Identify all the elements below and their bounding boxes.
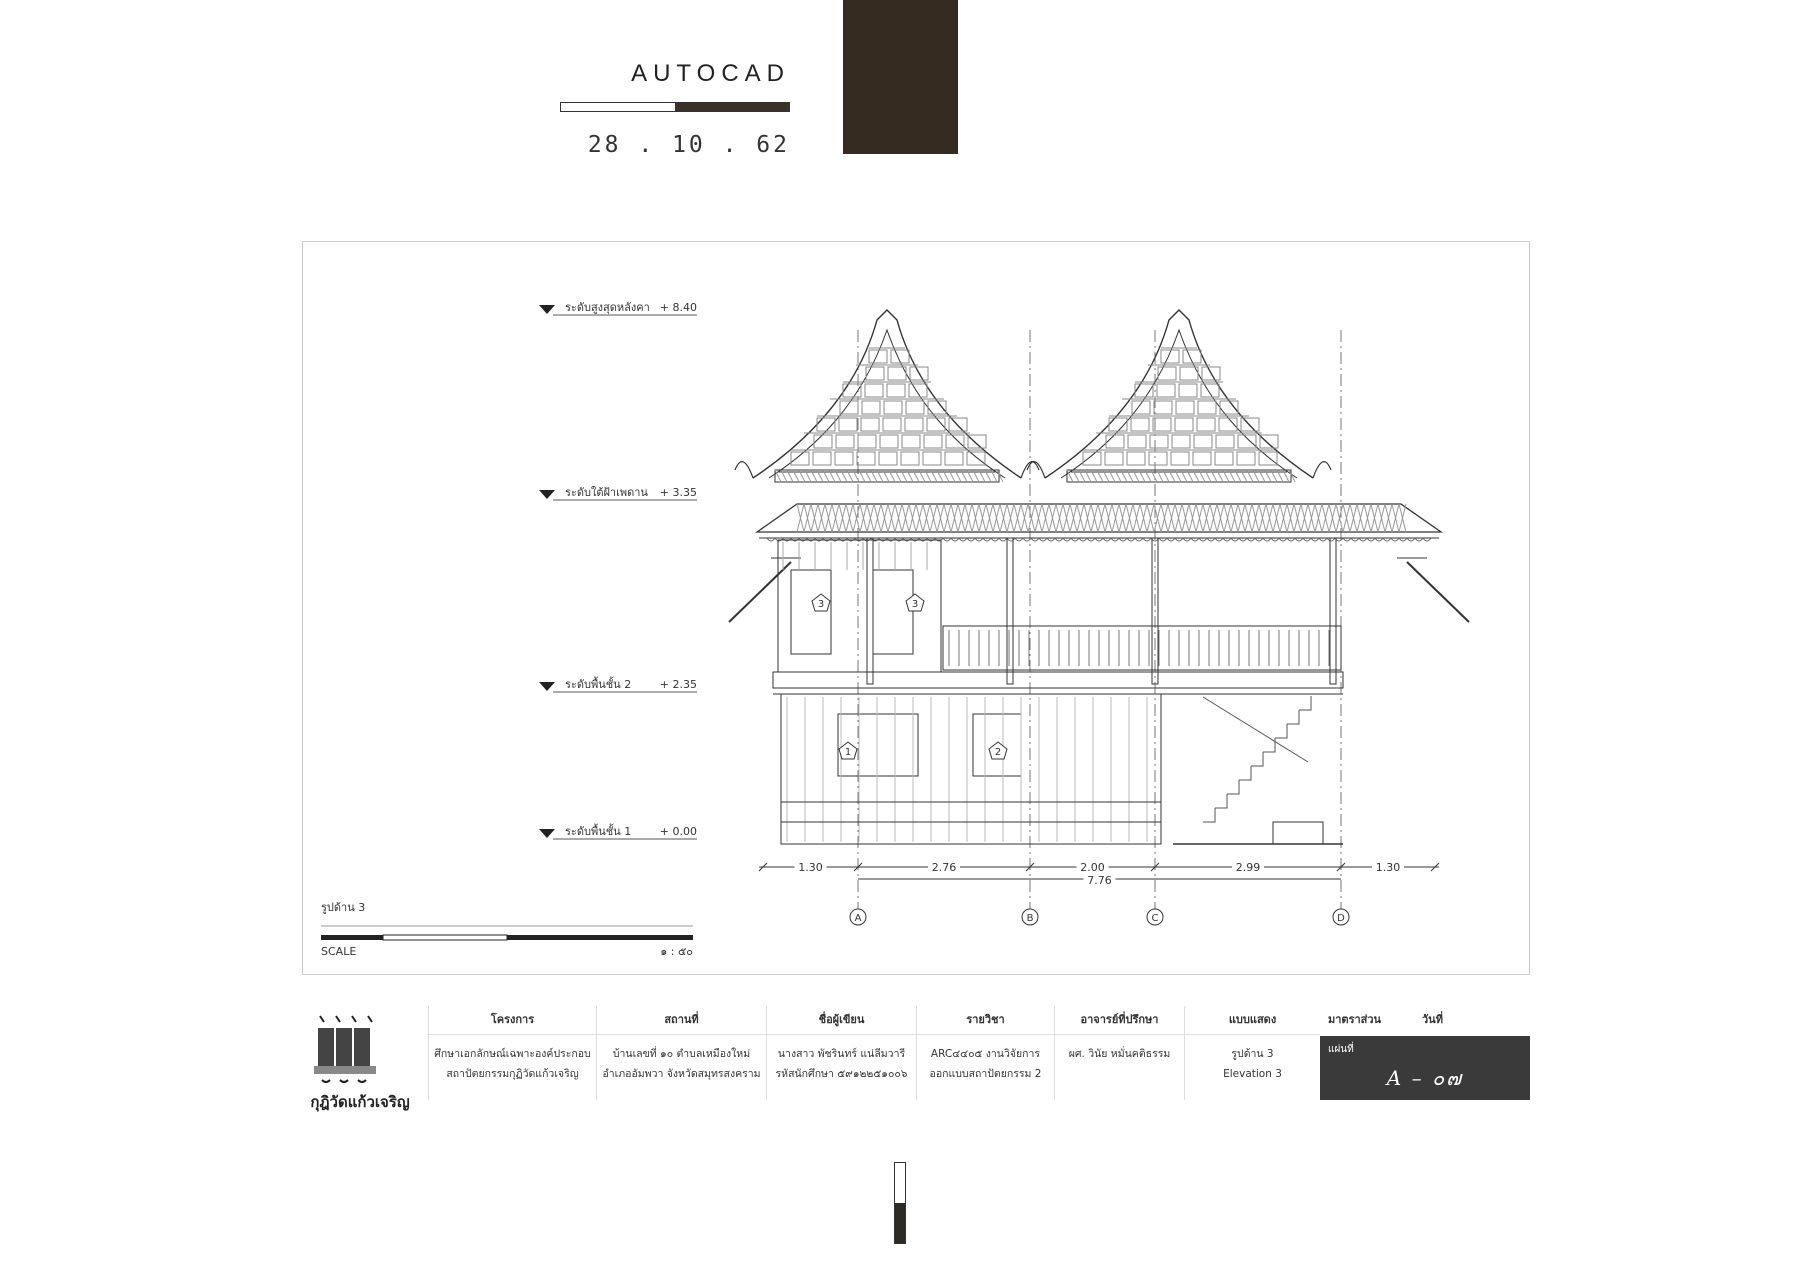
window-upper-right — [873, 570, 913, 654]
footer-progress-fill — [895, 1203, 905, 1243]
tb-course-line1: ARC๔๔๐๕ งานวิจัยการ — [930, 1048, 1041, 1060]
tb-author-line1: นางสาว พัชรินทร์ แน่ลีมวารี — [777, 1048, 906, 1060]
level-triangle-icon — [539, 490, 555, 499]
scale-value: ๑ : ๕๐ — [660, 945, 693, 958]
sheet-number-box — [1320, 1036, 1530, 1100]
tb-head-author: ชื่อผู้เขียน — [767, 1006, 916, 1035]
header-progress-fill — [675, 103, 789, 111]
window-tag-number: 3 — [911, 599, 919, 610]
elevation-drawing — [303, 242, 1529, 974]
tb-advisor-line1: ผศ. วินัย หมั่นคติธรรม — [1068, 1048, 1171, 1060]
grid-axis — [1333, 909, 1349, 925]
header-date: 28 . 10 . 62 — [587, 132, 790, 158]
window-tag — [906, 594, 924, 611]
level-marker — [539, 486, 697, 500]
tb-head-scale: มาตราส่วน — [1328, 1013, 1382, 1026]
tb-head-project: โครงการ — [429, 1006, 596, 1035]
tb-head-location: สถานที่ — [597, 1006, 766, 1035]
dimension-value: 2.76 — [931, 861, 957, 874]
window-tag — [812, 594, 830, 611]
level-marker — [539, 676, 697, 692]
level-value: + 2.35 — [659, 678, 697, 691]
dimension-total: 7.76 — [1087, 874, 1112, 887]
drawing-frame — [302, 241, 1530, 975]
level-value: + 3.35 — [659, 486, 697, 499]
tb-col-author — [766, 1006, 916, 1100]
window-tag — [839, 742, 857, 759]
tb-location-line2: อำเภออัมพวา จังหวัดสมุทรสงคราม — [602, 1068, 761, 1080]
tb-col-course — [916, 1006, 1054, 1100]
tb-project-line2: สถาปัตยกรรมกุฏิวัดแก้วเจริญ — [446, 1068, 579, 1080]
footer-progress-bar — [894, 1162, 906, 1244]
window-tag — [989, 742, 1007, 759]
tb-head-course: รายวิชา — [917, 1006, 1054, 1035]
logo — [300, 1006, 420, 1112]
scale-bar — [321, 926, 693, 958]
tb-view-line2: Elevation 3 — [1223, 1068, 1282, 1080]
dimension-value: 1.30 — [798, 861, 823, 874]
scale-label: SCALE — [321, 945, 357, 958]
title-block — [300, 1006, 1532, 1126]
tb-col-advisor — [1054, 1006, 1184, 1100]
tb-head-view: แบบแสดง — [1185, 1006, 1320, 1035]
tb-head-date: วันที่ — [1422, 1013, 1443, 1026]
level-triangle-icon — [539, 682, 555, 691]
header-progress-bar — [560, 102, 790, 112]
tb-project-line1: ศึกษาเอกลักษณ์เฉพาะองค์ประกอบ — [434, 1048, 591, 1060]
dimension-value: 1.30 — [1375, 861, 1401, 874]
dimension-value: 2.99 — [1235, 861, 1261, 874]
header-title: AUTOCAD — [631, 60, 790, 87]
tb-view-line1: รูปด้าน 3 — [1231, 1048, 1274, 1060]
level-label: ระดับพื้นชั้น 2 — [565, 678, 632, 691]
grid-axis-label: B — [1026, 913, 1034, 924]
grid-axis — [1022, 909, 1038, 925]
level-marker — [539, 823, 697, 839]
grid-axis-label: D — [1337, 913, 1345, 924]
level-label: ระดับสูงสุดหลังคา — [565, 301, 650, 314]
tb-course-line2: ออกแบบสถาปัตยกรรม 2 — [929, 1068, 1042, 1080]
drawing-caption: รูปด้าน 3 — [321, 901, 366, 914]
tb-col-view — [1184, 1006, 1320, 1100]
level-triangle-icon — [539, 305, 555, 314]
level-triangle-icon — [539, 829, 555, 838]
level-label: ระดับพื้นชั้น 1 — [565, 825, 632, 838]
tb-location-line1: บ้านเลขที่ ๑๐ ตำบลเหมืองใหม่ — [612, 1048, 751, 1060]
window-tag-number: 1 — [844, 747, 852, 758]
sheet-number: A – ๐๗ — [1386, 1066, 1464, 1090]
window-tag-number: 2 — [994, 747, 1002, 758]
window-tag-number: 3 — [817, 599, 825, 610]
header-accent-block — [843, 0, 958, 154]
grid-axis — [850, 909, 866, 925]
level-value: + 8.40 — [659, 301, 697, 314]
tb-col-project — [428, 1006, 596, 1100]
grid-axis — [1147, 909, 1163, 925]
tb-col-location — [596, 1006, 766, 1100]
level-value: + 0.00 — [659, 825, 697, 838]
dimension-value: 2.00 — [1080, 861, 1105, 874]
tb-author-line2: รหัสนักศึกษา ๕๙๑๒๒๕๑๐๐๖ — [775, 1068, 908, 1080]
level-label: ระดับใต้ฝ้าเพดาน — [565, 486, 648, 499]
logo-text: กุฎิวัดแก้วเจริญ — [310, 1093, 410, 1111]
grid-axis-label: C — [1151, 913, 1159, 924]
tb-head-advisor: อาจารย์ที่ปรึกษา — [1055, 1006, 1184, 1035]
logo-icon — [300, 1006, 420, 1090]
window-upper-left — [791, 570, 831, 654]
level-marker — [539, 301, 697, 315]
sheet-label: แผ่นที่ — [1328, 1044, 1354, 1055]
grid-axis-label: A — [854, 913, 862, 924]
